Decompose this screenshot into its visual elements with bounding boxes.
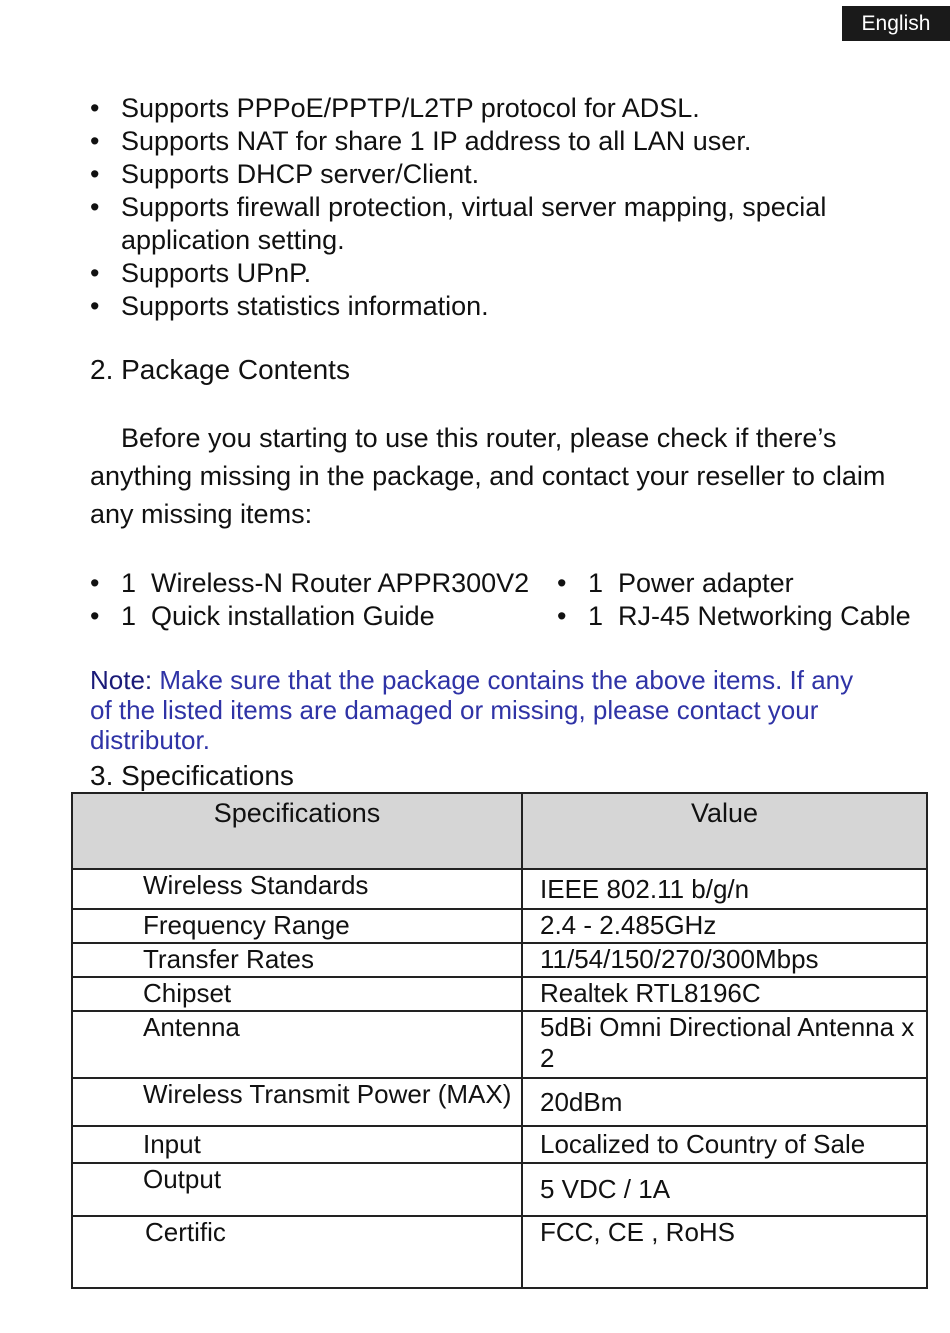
feature-item: • Supports DHCP server/Client. xyxy=(90,159,480,189)
spec-value: 5dBi Omni Directional Antenna x 2 xyxy=(522,1011,927,1078)
bullet-icon: • xyxy=(90,568,100,598)
feature-item: • Supports firewall protection, virtual server mapping, special application setting. xyxy=(90,192,827,255)
package-note xyxy=(90,665,880,755)
feature-item: • Supports UPnP. xyxy=(90,258,312,288)
spec-name: Wireless Standards xyxy=(72,869,522,909)
spec-name: Output xyxy=(72,1163,522,1216)
item-qty: 1 xyxy=(588,601,604,631)
item-name: Quick installation Guide xyxy=(151,601,435,631)
bullet-icon: • xyxy=(557,601,567,631)
table-row xyxy=(72,869,927,909)
spec-value: 11/54/150/270/300Mbps xyxy=(522,943,927,977)
bullet-icon: • xyxy=(90,601,100,631)
bullet-icon: • xyxy=(90,159,100,189)
spec-name: Antenna xyxy=(72,1011,522,1078)
feature-list xyxy=(90,92,850,323)
feature-item: • Supports statistics information. xyxy=(90,291,489,321)
item-name: RJ-45 Networking Cable xyxy=(618,601,911,631)
item-name: Wireless-N Router APPR300V2 xyxy=(151,568,530,598)
spec-value: IEEE 802.11 b/g/n xyxy=(522,869,927,909)
item-qty: 1 xyxy=(588,568,604,598)
table-row xyxy=(72,1126,927,1163)
column-header-spec: Specifications xyxy=(72,793,522,869)
feature-item: • Supports PPPoE/PPTP/L2TP protocol for ADSL. xyxy=(90,93,700,123)
bullet-icon: • xyxy=(90,291,100,321)
specifications-table xyxy=(71,792,928,1289)
table-row xyxy=(72,1078,927,1126)
bullet-icon: • xyxy=(90,258,100,288)
spec-name: Input xyxy=(72,1126,522,1163)
spec-value: Realtek RTL8196C xyxy=(522,977,927,1011)
item-qty: 1 xyxy=(121,568,137,598)
column-header-value: Value xyxy=(522,793,927,869)
spec-value: Localized to Country of Sale xyxy=(522,1126,927,1163)
item-qty: 1 xyxy=(121,601,137,631)
spec-name: Frequency Range xyxy=(72,909,522,943)
spec-name: Certific xyxy=(72,1216,522,1288)
specifications-heading: 3. Specifications xyxy=(90,760,294,791)
table-row xyxy=(72,943,927,977)
spec-name: Wireless Transmit Power (MAX) xyxy=(72,1078,522,1126)
package-list-right xyxy=(557,567,911,633)
note-text: Make sure that the package contains the above items. If any of the listed items are damaged or missing, please contact your distributor. xyxy=(90,665,854,755)
table-row xyxy=(72,909,927,943)
table-row xyxy=(72,1163,927,1216)
item-name: Power adapter xyxy=(618,568,794,598)
package-item xyxy=(557,600,911,633)
package-item xyxy=(90,600,529,633)
spec-value: 20dBm xyxy=(522,1078,927,1126)
language-tab: English xyxy=(842,6,950,41)
package-item xyxy=(90,567,529,600)
bullet-icon: • xyxy=(557,568,567,598)
spec-value: 2.4 - 2.485GHz xyxy=(522,909,927,943)
bullet-icon: • xyxy=(90,126,100,156)
table-row xyxy=(72,1216,927,1288)
package-list-left xyxy=(90,567,529,633)
spec-name: Chipset xyxy=(72,977,522,1011)
table-header-row xyxy=(72,793,927,869)
note-label: Note: xyxy=(90,665,153,695)
package-item xyxy=(557,567,911,600)
spec-name: Transfer Rates xyxy=(72,943,522,977)
spec-value: 5 VDC / 1A xyxy=(522,1163,927,1216)
table-row xyxy=(72,977,927,1011)
spec-value: FCC, CE , RoHS xyxy=(522,1216,927,1288)
table-row xyxy=(72,1011,927,1078)
bullet-icon: • xyxy=(90,93,100,123)
package-intro: Before you starting to use this router, please check if there’s anything missing in the package, and contact your reseller to claim any missing items: xyxy=(90,423,886,529)
package-heading: 2. Package Contents xyxy=(90,354,350,385)
feature-item: • Supports NAT for share 1 IP address to all LAN user. xyxy=(90,126,752,156)
bullet-icon: • xyxy=(90,192,100,222)
